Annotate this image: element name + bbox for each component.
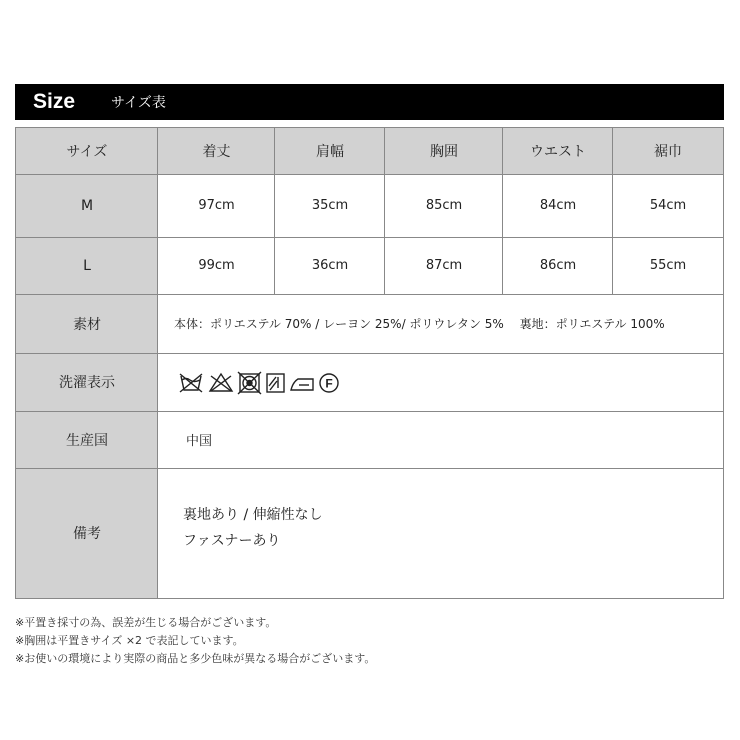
divider xyxy=(612,128,613,294)
header-cell-length: 着丈 xyxy=(158,128,275,174)
remarks-label: 備考 xyxy=(16,468,158,598)
footnote: ※胸囲は平置きサイズ ×2 で表記しています。 xyxy=(15,634,244,647)
divider xyxy=(16,411,723,412)
header-cell-chest: 胸囲 xyxy=(385,128,503,174)
divider xyxy=(274,128,275,294)
care-label: 洗濯表示 xyxy=(16,353,158,411)
iron-low-icon xyxy=(291,379,313,390)
header-cell-waist: ウエスト xyxy=(503,128,613,174)
divider xyxy=(16,237,723,238)
table-cell: 84cm xyxy=(539,198,577,213)
divider xyxy=(384,128,385,294)
origin-value: 中国 xyxy=(186,434,213,449)
remarks-value xyxy=(183,502,323,554)
table-cell: 97cm xyxy=(198,198,235,213)
line-dry-icon xyxy=(267,374,284,392)
size-label-l: L xyxy=(16,237,158,294)
table-cell: 86cm xyxy=(539,258,577,273)
remarks-line: ファスナーあり xyxy=(183,533,281,549)
do-not-wash-icon xyxy=(180,374,202,392)
divider xyxy=(16,294,723,295)
size-table xyxy=(15,127,724,599)
table-cell: 36cm xyxy=(311,258,349,273)
table-cell: 55cm xyxy=(649,258,687,273)
remarks-line: 裏地あり / 伸縮性なし xyxy=(183,507,323,523)
page-title: Size xyxy=(33,90,76,113)
page-subtitle: サイズ表 xyxy=(111,95,166,111)
header-cell-shoulder: 肩幅 xyxy=(275,128,385,174)
footnote: ※お使いの環境により実際の商品と多少色味が異なる場合がございます。 xyxy=(15,652,376,665)
material-value: 本体：ポリエステル 70% / レーヨン 25%/ ポリウレタン 5% 裏地：ポリエステル 100% xyxy=(174,317,665,331)
header-cell-hem: 裾巾 xyxy=(613,128,723,174)
table-cell: 85cm xyxy=(425,198,463,213)
table-cell: 99cm xyxy=(198,258,235,273)
dry-clean-letter: F xyxy=(325,376,333,391)
dry-clean-f-icon xyxy=(320,374,338,392)
divider xyxy=(16,174,723,175)
care-icons xyxy=(165,371,365,395)
origin-label: 生産国 xyxy=(16,411,158,468)
divider xyxy=(16,468,723,469)
material-label: 素材 xyxy=(16,294,158,353)
title-bar xyxy=(15,84,724,120)
table-cell: 54cm xyxy=(649,198,687,213)
table-cell: 87cm xyxy=(425,258,463,273)
do-not-tumble-dry-icon xyxy=(238,372,261,394)
size-label-m: M xyxy=(16,174,158,237)
divider xyxy=(502,128,503,294)
do-not-bleach-icon xyxy=(210,374,232,391)
footnotes xyxy=(15,614,375,668)
table-cell: 35cm xyxy=(311,198,349,213)
footnote: ※平置き採寸の為、誤差が生じる場合がございます。 xyxy=(15,616,277,629)
divider xyxy=(16,353,723,354)
header-cell-size: サイズ xyxy=(16,128,158,174)
divider xyxy=(157,128,158,598)
